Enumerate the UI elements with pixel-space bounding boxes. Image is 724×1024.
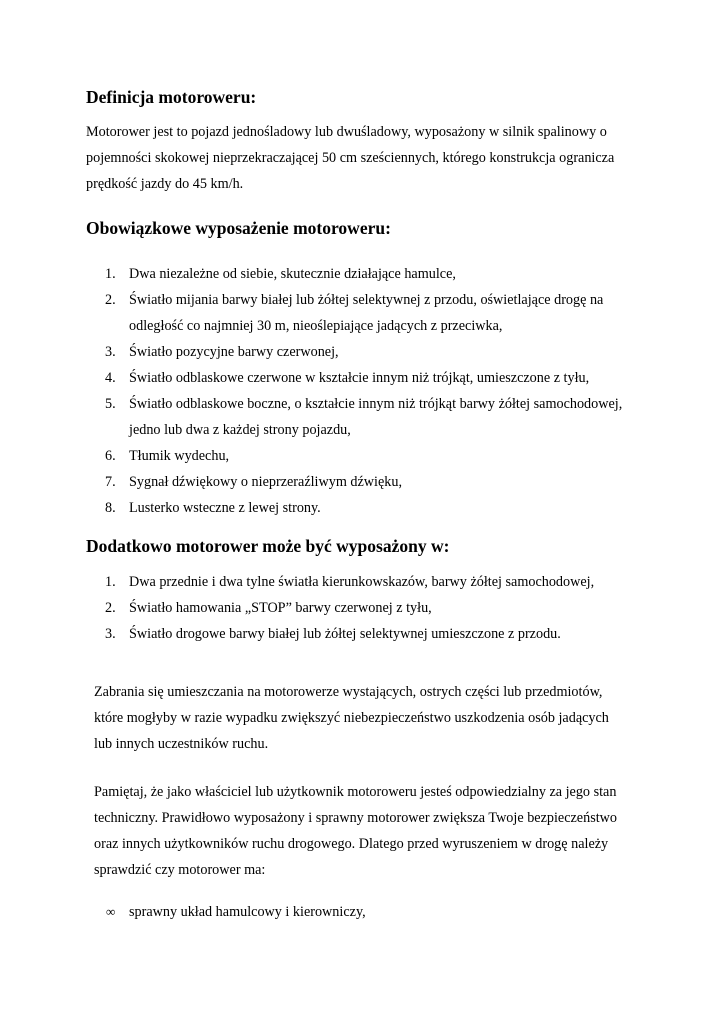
list-item-text: Tłumik wydechu, <box>129 448 230 464</box>
list-item <box>0 899 366 925</box>
list-item-text: Lusterko wsteczne z lewej strony. <box>129 500 321 516</box>
list-item-number: 8. <box>105 500 116 516</box>
list-item-text: jedno lub dwa z każdej strony pojazdu, <box>129 422 351 438</box>
list-item-number: 2. <box>105 292 116 308</box>
list-item <box>0 365 622 391</box>
list-item-text: Światło odblaskowe boczne, o kształcie innym niż trójkąt barwy żółtej samochodowej, <box>129 396 623 412</box>
reminder-line: sprawdzić czy motorower ma: <box>94 862 266 878</box>
list-item-text: Światło mijania barwy białej lub żółtej selektywnej z przodu, oświetlające drogę na <box>129 292 604 308</box>
list-item-text: Światło odblaskowe czerwone w kształcie innym niż trójkąt, umieszczone z tyłu, <box>129 370 590 386</box>
prohibition-line: Zabrania się umieszczania na motorowerze wystających, ostrych części lub przedmiotów, <box>94 684 603 700</box>
additional-heading: Dodatkowo motorower może być wyposażony w: <box>86 536 450 556</box>
infinity-bullet-icon: ∞ <box>106 904 116 919</box>
list-item-text: Dwa przednie i dwa tylne światła kierunkowskazów, barwy żółtej samochodowej, <box>129 574 595 590</box>
list-item-text: Sygnał dźwiękowy o nieprzeraźliwym dźwięku, <box>129 474 403 490</box>
checklist <box>0 899 366 925</box>
list-item <box>0 621 594 647</box>
list-item <box>0 261 622 287</box>
list-item-text: Światło drogowe barwy białej lub żółtej selektywnej umieszczone z przodu. <box>129 626 561 642</box>
list-item <box>0 287 622 339</box>
list-item <box>0 339 622 365</box>
definition-line: prędkość jazdy do 45 km/h. <box>86 176 244 192</box>
mandatory-equipment-list <box>0 261 622 521</box>
reminder-line: oraz innych użytkowników ruchu drogowego. Dlatego przed wyruszeniem w drogę należy <box>94 836 609 852</box>
list-item-number: 1. <box>105 266 116 282</box>
prohibition-line: lub innych uczestników ruchu. <box>94 736 269 752</box>
list-item-text: Światło hamowania „STOP” barwy czerwonej z tyłu, <box>129 600 432 616</box>
definition-heading: Definicja motoroweru: <box>86 87 257 107</box>
list-item-text: Światło pozycyjne barwy czerwonej, <box>129 344 339 360</box>
list-item-number: 5. <box>105 396 116 412</box>
list-item <box>0 469 622 495</box>
list-item-text: Dwa niezależne od siebie, skutecznie działające hamulce, <box>129 266 456 282</box>
list-item-number: 3. <box>105 344 116 360</box>
list-item-number: 7. <box>105 474 116 490</box>
list-item <box>0 391 622 443</box>
list-item-number: 3. <box>105 626 116 642</box>
list-item-number: 2. <box>105 600 116 616</box>
list-item-number: 1. <box>105 574 116 590</box>
list-item-number: 6. <box>105 448 116 464</box>
reminder-line: Pamiętaj, że jako właściciel lub użytkownik motoroweru jesteś odpowiedzialny za jego stan <box>94 784 617 800</box>
reminder-line: techniczny. Prawidłowo wyposażony i sprawny motorower zwiększa Twoje bezpieczeństwo <box>94 810 617 826</box>
definition-line: pojemności skokowej nieprzekraczającej 50 cm sześciennych, którego konstrukcja ogranicza <box>86 150 615 166</box>
list-item <box>0 443 622 469</box>
prohibition-line: które mogłyby w razie wypadku zwiększyć niebezpieczeństwo uszkodzenia osób jadących <box>94 710 609 726</box>
list-item-text: odległość co najmniej 30 m, nieoślepiające jadących z przeciwka, <box>129 318 503 334</box>
mandatory-heading: Obowiązkowe wyposażenie motoroweru: <box>86 218 391 238</box>
list-item-number: 4. <box>105 370 116 386</box>
list-item <box>0 495 622 521</box>
reminder-paragraph <box>94 779 617 883</box>
list-item <box>0 595 594 621</box>
definition-paragraph <box>86 119 614 197</box>
definition-line: Motorower jest to pojazd jednośladowy lub dwuśladowy, wyposażony w silnik spalinowy o <box>86 124 607 140</box>
list-item <box>0 569 594 595</box>
additional-equipment-list <box>0 569 594 647</box>
prohibition-paragraph <box>94 679 609 757</box>
list-item-text: sprawny układ hamulcowy i kierowniczy, <box>129 904 366 920</box>
